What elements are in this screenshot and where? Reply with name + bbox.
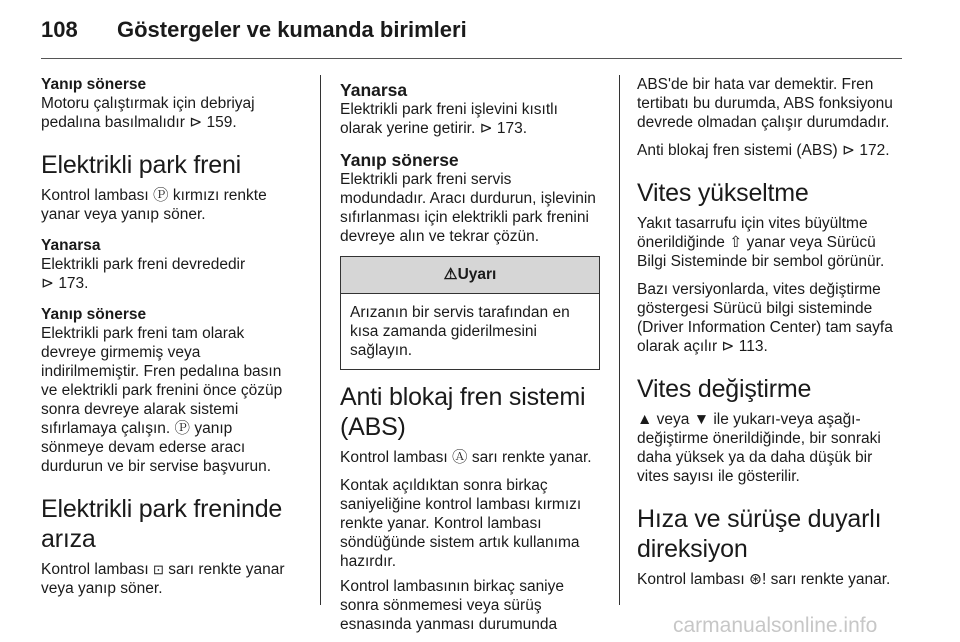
paragraph: Motoru çalıştırmak için debriyaj pedalına basılmalıdır ⊳ 159. [41,95,255,131]
power-steering-warning-icon: ⊛! [749,571,767,588]
paragraph: ABS'de bir hata var demektir. Fren tertibatı bu durumda, ABS fonksiyonu devrede olmadan çalışır durumdadır. [637,76,893,131]
subheading: Yanıp sönerse [41,76,147,93]
page-ref-arrow-icon: ⊳ [842,142,856,159]
paragraph: Yakıt tasarrufu için vites büyültme önerildiğinde ⇧ yanar veya Sürücü Bilgi Sisteminde bir sembol görünür. [637,215,885,270]
subheading: Yanıp sönerse [340,150,459,170]
warning-header [341,257,599,294]
paragraph: Kontrol lambasının birkaç saniye sonra sönmemesi veya sürüş esnasında yanması durumunda [340,578,565,633]
warning-title: Uyarı [457,266,497,283]
page-number: 108 [41,17,78,42]
warning-box [340,256,600,370]
paragraph: Kontrol lambası ⊛! sarı renkte yanar. [637,571,891,588]
warning-triangle-icon: ⚠ [443,266,458,283]
page-ref[interactable]: 173. [58,275,89,292]
paragraph: Kontak açıldıktan sonra birkaç saniyeliğine kontrol lambası kırmızı renkte yanar. Kontrol lambası söndüğünde sistem artık kullanıma hazırdır. [340,477,582,570]
parking-brake-fault-icon: ⊡ [153,562,164,577]
paragraph: Kontrol lambası ⊡ sarı renkte yanar veya yanıp söner. [41,561,285,597]
page-ref-arrow-icon: ⊳ [41,275,54,292]
header-rule [41,58,902,59]
paragraph: ▲ veya ▼ ile yukarı-veya aşağı- değiştirme önerildiğinde, bir sonraki daha yüksek ya da daha düşük bir vites sayısı ile gösterilir. [637,411,881,485]
subheading: Yanıp sönerse [41,306,147,323]
upshift-icon: ⇧ [729,234,743,251]
parking-brake-warning-icon: Ⓟ [174,420,191,437]
page-ref[interactable]: 173. [496,120,528,137]
watermark: carmanualsonline.info [673,614,878,637]
section-title: Anti blokaj fren sistemi (ABS) [340,383,586,441]
subheading: Yanarsa [340,80,408,100]
column-divider-2 [619,75,620,605]
paragraph: Anti blokaj fren sistemi (ABS) ⊳ 172. [637,142,890,159]
section-title: Elektrikli park freninde arıza [41,495,283,553]
page-ref[interactable]: 172. [859,142,890,159]
section-title: Vites yükseltme [637,179,809,207]
parking-brake-warning-icon: Ⓟ [153,187,169,204]
paragraph: Elektrikli park freni işlevini kısıtlı olarak yerine getirir. ⊳ 173. [340,101,558,137]
page-ref[interactable]: 113. [738,338,768,355]
section-title: Elektrikli park freni [41,151,242,179]
paragraph: Kontrol lambası Ⓐ sarı renkte yanar. [340,449,592,466]
paragraph: Elektrikli park freni tam olarak devreye girmemiş veya indirilmemiştir. Fren pedalına basın ve elektrikli park frenini önce çözüp sonra devreye alarak sistemi sıfırlamaya çalışın. Ⓟ yanıp sönmeye devam ederse aracı durdurun ve bir servise başvurun. [41,325,283,475]
paragraph: Kontrol lambası Ⓟ kırmızı renkte yanar veya yanıp söner. [41,187,267,223]
column-1 [41,75,303,598]
paragraph: Elektrikli park freni devrededir ⊳ 173. [41,256,246,292]
paragraph: Elektrikli park freni servis modundadır. Aracı durdurun, işlevinin sıfırlanması için elektrikli park frenini devreye alın ve tekrar çözün. [340,171,596,245]
page-ref-arrow-icon: ⊳ [479,120,493,137]
section-title: Hıza ve sürüşe duyarlı direksiyon [637,505,882,563]
warning-body: Arızanın bir servis tarafından en kısa zamanda giderilmesini sağlayın. [350,304,570,359]
paragraph: Bazı versiyonlarda, vites değiştirme göstergesi Sürücü bilgi sisteminde (Driver Information Center) tam sayfa olarak açılır ⊳ 113. [637,281,893,355]
subheading: Yanarsa [41,237,101,254]
page-title: Göstergeler ve kumanda birimleri [117,17,467,42]
column-3 [637,75,905,589]
column-divider-1 [320,75,321,605]
page-ref-arrow-icon: ⊳ [721,338,735,355]
page-ref[interactable]: 159. [206,114,237,131]
column-2 [340,80,604,634]
page-ref-arrow-icon: ⊳ [189,114,203,131]
abs-warning-icon: Ⓐ [452,449,468,466]
section-title: Vites değiştirme [637,375,812,403]
